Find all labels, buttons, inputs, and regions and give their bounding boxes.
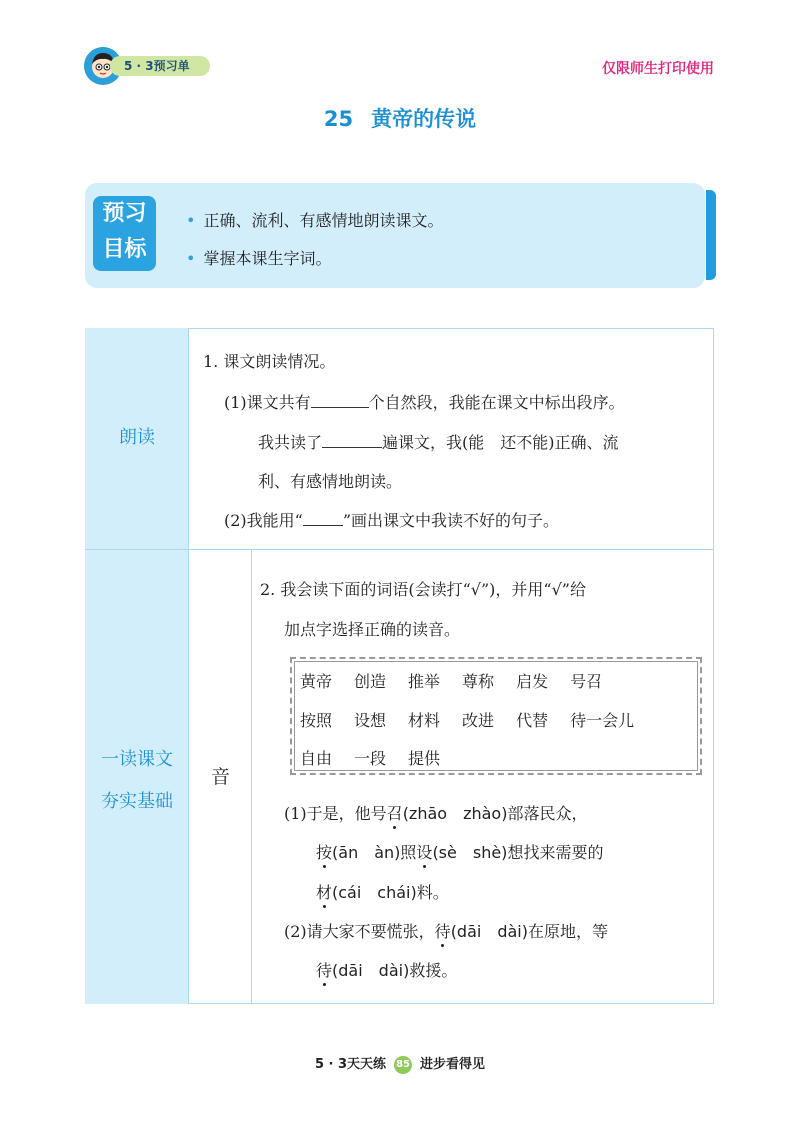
- fill-blank-times[interactable]: [322, 433, 382, 448]
- sentence-2-end: 待(dāi dài)救援。: [316, 961, 458, 980]
- pinyin-choice[interactable]: (dāi dài): [332, 961, 410, 980]
- pinyin-choice[interactable]: (sè shè): [432, 843, 508, 862]
- pinyin-choice[interactable]: (zhāo zhào): [402, 804, 508, 823]
- question-1-2: (2)我能用“ ”画出课文中我读不好的句子。: [224, 511, 560, 530]
- print-restriction-note: 仅限师生打印使用: [602, 61, 714, 77]
- lesson-name: 黄帝的传说: [371, 107, 477, 131]
- objectives-accent-bar: [706, 190, 716, 280]
- bullet-icon: •: [186, 249, 196, 268]
- word-row: [300, 708, 634, 731]
- lesson-number: 25: [323, 107, 354, 131]
- word-item[interactable]: 代替: [516, 711, 549, 730]
- word-item[interactable]: 尊称: [462, 672, 495, 691]
- objectives-list: [186, 202, 443, 278]
- pinyin-choice[interactable]: (ān àn): [332, 843, 401, 862]
- dotted-char: 待: [316, 961, 333, 980]
- question-2-line2: 加点字选择正确的读音。: [284, 620, 461, 639]
- dotted-char: 设: [416, 843, 433, 862]
- word-item[interactable]: 推举: [408, 672, 441, 691]
- word-item[interactable]: 按照: [300, 711, 333, 730]
- question-2-line1: 2. 我会读下面的词语(会读打“√”)，并用“√”给: [260, 580, 586, 599]
- dotted-char: 按: [316, 843, 333, 862]
- page-number: 85: [394, 1056, 412, 1074]
- word-item[interactable]: 设想: [354, 711, 387, 730]
- sentence-1: (1)于是，他号召(zhāo zhào)部落民众，: [284, 804, 588, 823]
- word-item[interactable]: 材料: [408, 711, 441, 730]
- word-item[interactable]: 号召: [570, 672, 603, 691]
- brand-logo: [84, 47, 210, 85]
- word-item[interactable]: 启发: [516, 672, 549, 691]
- column-divider: [251, 549, 252, 1004]
- dotted-char: 材: [316, 883, 333, 902]
- fill-blank-paragraphs[interactable]: [311, 393, 369, 408]
- footer-slogan: 进步看得见: [420, 1057, 486, 1072]
- bullet-icon: •: [186, 211, 196, 230]
- lesson-title: [0, 103, 800, 133]
- word-item[interactable]: 一段: [354, 749, 387, 768]
- word-item[interactable]: 创造: [354, 672, 387, 691]
- pinyin-choice[interactable]: (cái chái): [332, 883, 417, 902]
- category-reading: 朗读: [119, 427, 155, 448]
- word-item[interactable]: 改进: [462, 711, 495, 730]
- page-footer: [0, 1053, 800, 1074]
- word-row: [300, 746, 462, 769]
- sentence-1-cont: 按(ān àn)照设(sè shè)想找来需要的: [316, 843, 604, 862]
- objectives-tag-line2: 目标: [102, 237, 147, 262]
- objectives-tag-line1: 预习: [102, 201, 147, 226]
- brand-label: 5 · 3预习单: [110, 56, 210, 76]
- dotted-char: 召: [386, 804, 403, 823]
- question-1-1: (1)课文共有 个自然段，我能在课文中标出段序。: [224, 393, 625, 412]
- word-item[interactable]: 待一会儿: [570, 711, 635, 730]
- footer-brand: 5 · 3天天练: [314, 1057, 387, 1072]
- row-divider: [85, 549, 714, 550]
- word-row: [300, 669, 624, 692]
- word-item[interactable]: 自由: [300, 749, 333, 768]
- sentence-2: (2)请大家不要慌张，待(dāi dài)在原地，等: [284, 922, 609, 941]
- dotted-char: 待: [434, 922, 451, 941]
- objectives-tag: [93, 196, 156, 271]
- sentence-1-end: 材(cái chái)料。: [316, 883, 449, 902]
- question-1-1-end: 利、有感情地朗读。: [258, 472, 403, 491]
- word-item[interactable]: 黄帝: [300, 672, 333, 691]
- question-1-1-cont: 我共读了 遍课文，我(能 还不能)正确、流: [258, 433, 619, 452]
- word-item[interactable]: 提供: [408, 749, 441, 768]
- category-basics: 一读课文 夯实基础: [101, 749, 173, 812]
- pinyin-choice[interactable]: (dāi dài): [450, 922, 528, 941]
- objective-item: • 正确、流利、有感情地朗读课文。: [186, 211, 444, 230]
- sub-category-pronunciation: 音: [210, 766, 230, 788]
- objective-item: • 掌握本课生字词。: [186, 249, 332, 268]
- question-1-title: 1. 课文朗读情况。: [203, 352, 336, 371]
- underline-sample: [303, 511, 343, 526]
